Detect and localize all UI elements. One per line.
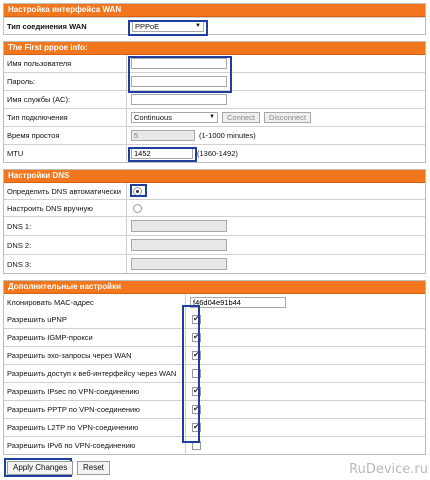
wan-section [3, 3, 426, 35]
option-label: Разрешить L2TP по VPN-соединению [7, 423, 139, 432]
wan-type-row [4, 17, 425, 34]
idle-input[interactable] [131, 130, 195, 141]
service-label: Имя службы (AC): [7, 95, 71, 104]
wan-type-value: PPPoE [135, 21, 160, 31]
option-row [4, 364, 425, 382]
idle-row [4, 126, 425, 144]
option-checkbox[interactable] [192, 369, 201, 378]
dns3-label: DNS 3: [7, 259, 32, 269]
conn-mode-label: Тип подключения [7, 113, 68, 122]
dns3-row [4, 254, 425, 273]
dns-section-header: Настройки DNS [4, 170, 425, 183]
mtu-hint: (1360-1492) [197, 149, 238, 158]
password-label: Пароль: [7, 77, 36, 86]
option-row [4, 328, 425, 346]
option-checkbox[interactable] [192, 423, 201, 432]
disconnect-button[interactable]: Disconnect [264, 112, 311, 123]
option-label: Разрешить PPTP по VPN-соединению [7, 405, 140, 414]
reset-button[interactable]: Reset [77, 461, 110, 475]
pppoe-section-header: The First pppoe info: [4, 42, 425, 55]
mtu-row [4, 144, 425, 162]
mac-row [4, 294, 425, 311]
service-row [4, 90, 425, 108]
connect-button[interactable]: Connect [222, 112, 260, 123]
dns-auto-radio[interactable] [133, 187, 142, 196]
wan-type-select[interactable] [132, 21, 204, 32]
dns1-row [4, 216, 425, 235]
service-input[interactable] [131, 94, 227, 105]
option-row [4, 346, 425, 364]
option-checkbox[interactable] [192, 405, 201, 414]
option-label: Разрешить IGMP-прокси [7, 333, 93, 342]
password-input[interactable] [131, 76, 227, 87]
dns2-row [4, 235, 425, 254]
username-label: Имя пользователя [7, 59, 72, 68]
mac-input[interactable] [190, 297, 286, 308]
option-row [4, 382, 425, 400]
extra-section-header: Дополнительные настройки [4, 281, 425, 294]
chevron-down-icon: ▼ [209, 114, 215, 120]
idle-hint: (1-1000 minutes) [199, 131, 256, 140]
mac-label: Клонировать MAC-адрес [7, 298, 94, 307]
option-checkbox[interactable] [192, 441, 201, 450]
conn-mode-select[interactable] [131, 112, 218, 123]
conn-mode-row [4, 108, 425, 126]
chevron-down-icon: ▼ [195, 22, 201, 29]
conn-mode-value: Continuous [134, 113, 172, 122]
option-label: Разрешить эхо-запросы через WAN [7, 351, 132, 360]
dns-manual-row [4, 199, 425, 216]
dns1-input[interactable] [131, 220, 227, 232]
option-row [4, 400, 425, 418]
settings-form [3, 3, 426, 459]
option-checkbox[interactable] [192, 333, 201, 342]
option-label: Разрешить доступ к веб-интерфейсу через WAN [7, 369, 177, 378]
option-checkbox[interactable] [192, 387, 201, 396]
option-label: Разрешить IPv6 по VPN-соединению [7, 441, 136, 450]
option-row [4, 418, 425, 436]
wan-section-header: Настройка интерфейса WAN [4, 4, 425, 17]
dns2-input[interactable] [131, 239, 227, 251]
password-row [4, 72, 425, 90]
option-label: Разрешить uPNP [7, 315, 67, 324]
option-label: Разрешить IPsec по VPN-соединению [7, 387, 140, 396]
dns-manual-radio[interactable] [133, 204, 142, 213]
option-checkbox[interactable] [192, 351, 201, 360]
watermark: RuDevice.ru [349, 462, 428, 477]
wan-type-label: Тип соединения WAN [7, 21, 87, 31]
pppoe-section [3, 41, 426, 163]
idle-label: Время простоя [7, 131, 60, 140]
option-row [4, 436, 425, 454]
dns2-label: DNS 2: [7, 240, 32, 250]
dns-manual-label: Настроить DNS вручную [7, 203, 93, 213]
dns-auto-label: Определить DNS автоматически [7, 186, 121, 196]
apply-changes-button[interactable]: Apply Changes [7, 461, 73, 475]
option-checkbox[interactable] [192, 315, 201, 324]
username-input[interactable] [131, 58, 227, 69]
dns-auto-row [4, 183, 425, 199]
mtu-input[interactable] [131, 148, 193, 159]
extra-section [3, 280, 426, 455]
dns3-input[interactable] [131, 258, 227, 270]
mtu-label: MTU [7, 149, 24, 158]
dns1-label: DNS 1: [7, 221, 32, 231]
dns-section [3, 169, 426, 274]
option-row [4, 311, 425, 328]
username-row [4, 55, 425, 72]
